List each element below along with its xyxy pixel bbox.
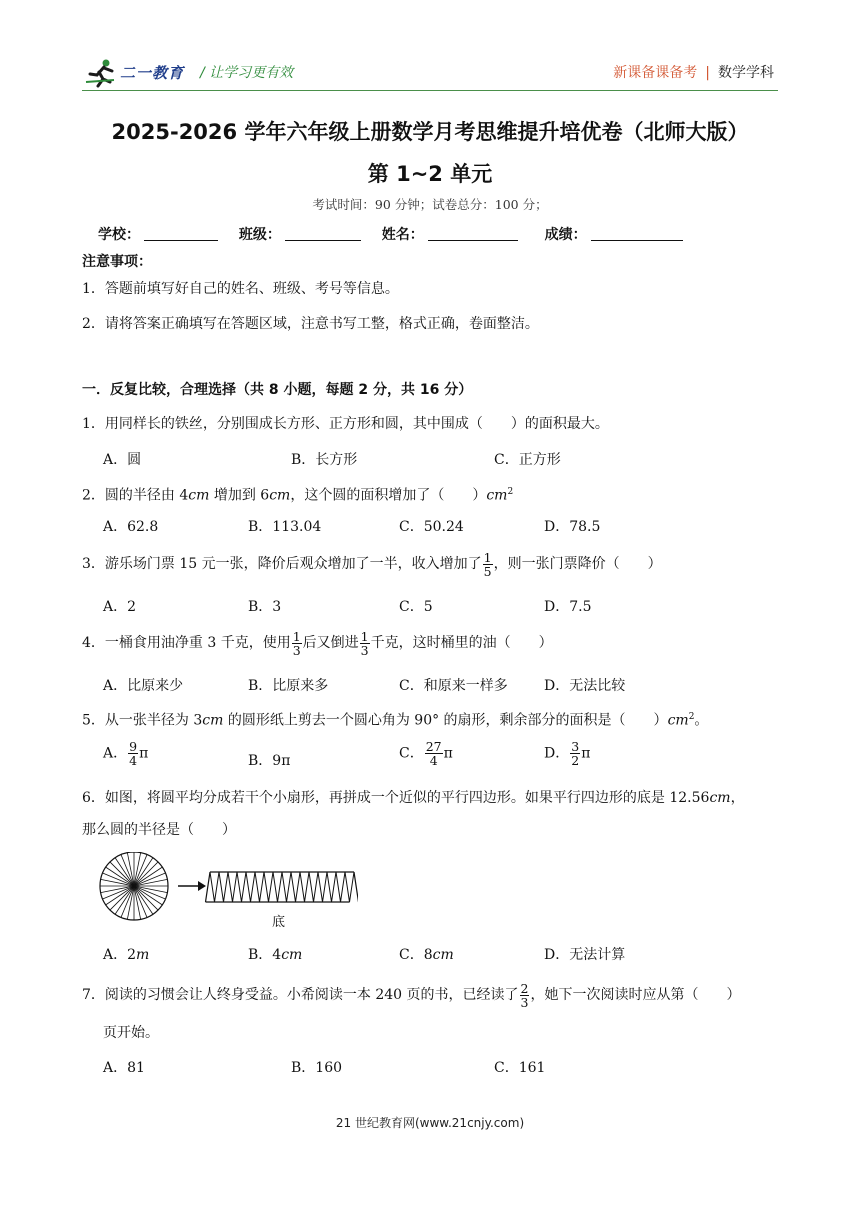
q7-fraction: $\frac{2}{3}$ [520, 980, 529, 1010]
header-slogan: / 让学习更有效 [200, 65, 294, 81]
q4-text-pre: 4．一桶食用油净重 3 千克，使用 [82, 635, 291, 651]
question-7-line-2: 页开始。 [103, 1025, 159, 1041]
q2-text-post: ，这个圆的面积增加了（ ） [290, 487, 487, 504]
page-title: 2025-2026 学年六年级上册数学月考思维提升培优卷（北师大版） [111, 120, 749, 144]
q2-option-d[interactable]: D．78.5 [544, 519, 601, 535]
header-divider [82, 90, 778, 91]
page-footer: 21 世纪教育网(www.21cnjy.com) [335, 1116, 525, 1130]
sector-line [110, 886, 134, 910]
name-field[interactable] [428, 226, 518, 241]
question-2 [82, 482, 513, 506]
q5-option-c[interactable]: C． $\frac{27}{4}$ π [399, 739, 453, 768]
notice-heading: 注意事项： [82, 254, 152, 270]
header-separator: | [705, 65, 710, 81]
q3-fraction: $\frac{1}{5}$ [483, 549, 492, 579]
class-field[interactable] [285, 226, 361, 241]
q4-text-post: 千克，这时桶里的油（ ） [370, 635, 553, 651]
question-7-line-1 [82, 980, 740, 1010]
sector-line [134, 886, 158, 910]
q1-option-a[interactable]: A．圆 [103, 452, 142, 468]
exam-meta: 考试时间：90 分钟；试卷总分：100 分； [312, 197, 548, 212]
score-field[interactable] [591, 226, 683, 241]
student-info-row [98, 224, 683, 244]
q2-option-a[interactable]: A．62.8 [103, 519, 159, 535]
question-6-line-2: 那么圆的半径是（ ） [82, 822, 236, 838]
q3-option-d[interactable]: D．7.5 [544, 599, 592, 615]
q7-option-c[interactable]: C．161 [494, 1060, 546, 1076]
q5-text-end: 。 [694, 712, 709, 729]
q3-option-b[interactable]: B．3 [248, 599, 282, 615]
school-field[interactable] [144, 226, 218, 241]
q6-text-pre: 6．如图，将圆平均分成若干个小扇形，再拼成一个近似的平行四边形。如果平行四边形的底是 12.56 [82, 790, 710, 806]
q5-option-b[interactable]: B．9π [248, 753, 291, 769]
q2-unit-2: cm [269, 487, 291, 504]
q3-option-c[interactable]: C．5 [399, 599, 433, 615]
q4-option-d[interactable]: D．无法比较 [544, 678, 626, 694]
q2-text-mid: 增加到 6 [209, 487, 270, 504]
logo-text: 二一教育 [120, 64, 185, 82]
q7-option-a[interactable]: A．81 [103, 1060, 145, 1076]
school-label: 学校： [98, 227, 140, 243]
question-5 [82, 707, 708, 731]
q5-unit-2: cm [667, 712, 689, 729]
logo [84, 56, 192, 90]
figure-label-base: 底 [272, 915, 286, 930]
q3-text-pre: 3．游乐场门票 15 元一张，降价后观众增加了一半，收入增加了 [82, 556, 482, 572]
arrow-icon [178, 881, 206, 891]
q7-option-b[interactable]: B．160 [291, 1060, 343, 1076]
q5-text-pre: 5．从一张半径为 3 [82, 712, 203, 729]
right-edge [354, 872, 358, 902]
q4-fraction-2: $\frac{1}{3}$ [360, 628, 369, 658]
q4-text-mid: 后又倒进 [302, 635, 359, 651]
running-man-icon [84, 58, 118, 88]
q7-text-pre: 7．阅读的习惯会让人终身受益。小希阅读一本 240 页的书，已经读了 [82, 987, 519, 1003]
q3-text-post: ，则一张门票降价（ ） [493, 556, 662, 572]
notice-item-2: 2．请将答案正确填写在答题区域，注意书写工整，格式正确，卷面整洁。 [82, 316, 539, 332]
q2-option-b[interactable]: B．113.04 [248, 519, 322, 535]
q6-option-a[interactable]: A．2m [103, 947, 150, 963]
left-edge [206, 872, 211, 902]
circle-to-parallelogram-figure [98, 852, 358, 932]
q1-option-b[interactable]: B．长方形 [291, 452, 358, 468]
question-3 [82, 549, 662, 579]
q6-unit: cm [709, 790, 731, 806]
header-tag-subject: 数学学科 [718, 65, 774, 81]
q1-option-c[interactable]: C．正方形 [494, 452, 561, 468]
sector-line [110, 862, 134, 886]
score-label: 成绩： [544, 227, 587, 243]
header-tag-course: 新课备课备考 [613, 65, 698, 81]
header-right [613, 62, 774, 82]
q2-exponent: 2 [507, 487, 514, 497]
question-4 [82, 628, 553, 658]
q2-option-c[interactable]: C．50.24 [399, 519, 464, 535]
page-subtitle-unit: 第 1~2 单元 [367, 162, 493, 186]
divided-circle [100, 852, 168, 920]
q5-text-post: 的圆形纸上剪去一个圆心角为 90° 的扇形，剩余部分的面积是（ ） [223, 712, 668, 729]
q5-option-d[interactable]: D． $\frac{3}{2}$ π [544, 739, 591, 768]
q3-option-a[interactable]: A．2 [103, 599, 137, 615]
q6-option-c[interactable]: C．8cm [399, 947, 454, 963]
q6-option-d[interactable]: D．无法计算 [544, 947, 626, 963]
question-6-line-1 [82, 788, 745, 808]
q5-exponent: 2 [688, 712, 695, 722]
q4-option-c[interactable]: C．和原来一样多 [399, 678, 508, 694]
approx-parallelogram [206, 872, 359, 902]
section-heading: 一．反复比较，合理选择（共 8 小题，每题 2 分，共 16 分） [82, 382, 473, 398]
q2-text-pre: 2．圆的半径由 4 [82, 487, 189, 504]
q4-option-a[interactable]: A．比原来少 [103, 678, 184, 694]
name-label: 姓名： [381, 227, 424, 243]
q5-unit-1: cm [202, 712, 224, 729]
q7-text-post: ，她下一次阅读时应从第（ ） [530, 987, 741, 1003]
question-1: 1．用同样长的铁丝，分别围成长方形、正方形和圆，其中围成（ ）的面积最大。 [82, 416, 609, 432]
notice-item-1: 1．答题前填写好自己的姓名、班级、考号等信息。 [82, 281, 399, 297]
sector-line [134, 862, 158, 886]
q4-fraction-1: $\frac{1}{3}$ [292, 628, 301, 658]
q5-option-a[interactable]: A． $\frac{9}{4}$ π [103, 739, 149, 768]
q2-unit-3: cm [486, 487, 508, 504]
q4-option-b[interactable]: B．比原来多 [248, 678, 329, 694]
sector-zigzag [210, 872, 354, 902]
q6-text-end: ， [730, 790, 745, 806]
class-label: 班级： [238, 227, 281, 243]
q2-unit-1: cm [188, 487, 210, 504]
q6-option-b[interactable]: B．4cm [248, 947, 303, 963]
